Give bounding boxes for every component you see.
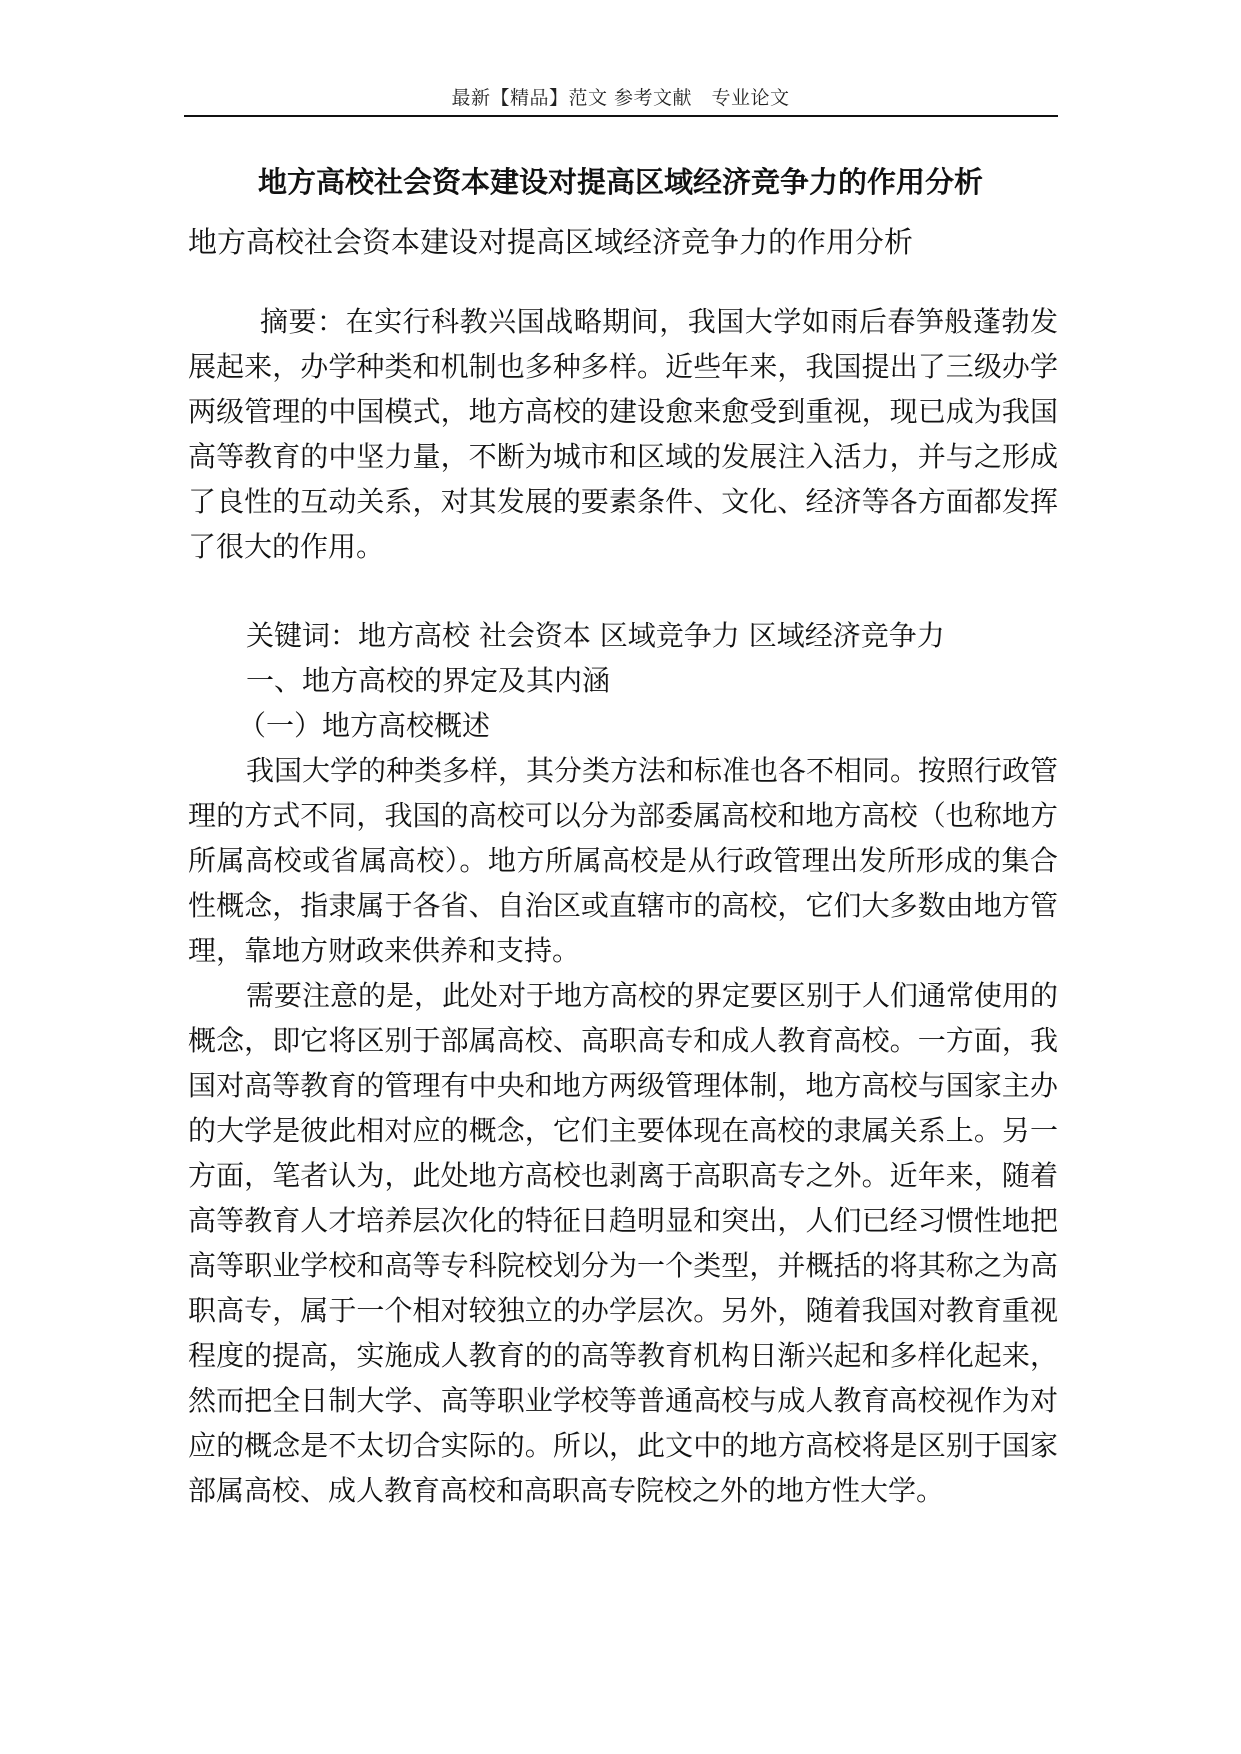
document-subtitle: 地方高校社会资本建设对提高区域经济竞争力的作用分析 [188,225,914,259]
spacer [188,265,1058,299]
section-heading: 一、地方高校的界定及其内涵 [246,664,611,697]
spacer [188,569,1058,613]
running-header: 最新【精品】范文 参考文献 专业论文 [451,87,790,109]
body-paragraph: 需要注意的是，此处对于地方高校的界定要区别于人们通常使用的概念，即它将区别于部属高校、高职高专和成人教育高校。一方面，我国对高等教育的管理有中央和地方两级管理体制，地方高校与国家主办的大学是彼此相对应的概念，它们主要体现在高校的隶属关系上。另一方面，笔者认为，此处地方高校也剥离于高职高专之外。近年来，随着高等教育人才培养层次化的特征日趋明显和突出，人们已经习惯性地把高等职业学校和高等专科院校划分为一个类型，并概括的将其称之为高职高专，属于一个相对较独立的办学层次。另外，随着我国对教育重视程度的提高，实施成人教育的的高等教育机构日渐兴起和多样化起来，然而把全日制大学、高等职业学校等普通高校与成人教育高校视作为对应的概念是不太切合实际的。所以，此文中的地方高校将是区别于国家部属高校、成人教育高校和高职高专院校之外的地方性大学。 [188,979,1059,1507]
document-title: 地方高校社会资本建设对提高区域经济竞争力的作用分析 [257,165,983,199]
document-body [188,220,1058,1513]
subsection-heading: （一）地方高校概述 [238,709,491,742]
keywords-line: 关键词：地方高校 社会资本 区域竞争力 区域经济竞争力 [246,619,945,652]
abstract-paragraph: 摘要：在实行科教兴国战略期间，我国大学如雨后春笋般蓬勃发展起来，办学种类和机制也多种多样。近些年来，我国提出了三级办学两级管理的中国模式，地方高校的建设愈来愈受到重视，现已成为我国高等教育的中坚力量，不断为城市和区域的发展注入活力，并与之形成了良性的互动关系，对其发展的要素条件、文化、经济等各方面都发挥了很大的作用。 [188,305,1058,563]
body-paragraph: 我国大学的种类多样，其分类方法和标准也各不相同。按照行政管理的方式不同，我国的高校可以分为部委属高校和地方高校（也称地方所属高校或省属高校）。地方所属高校是从行政管理出发所形成的集合性概念，指隶属于各省、自治区或直辖市的高校，它们大多数由地方管理，靠地方财政来供养和支持。 [188,754,1059,967]
header-rule [184,115,1058,117]
